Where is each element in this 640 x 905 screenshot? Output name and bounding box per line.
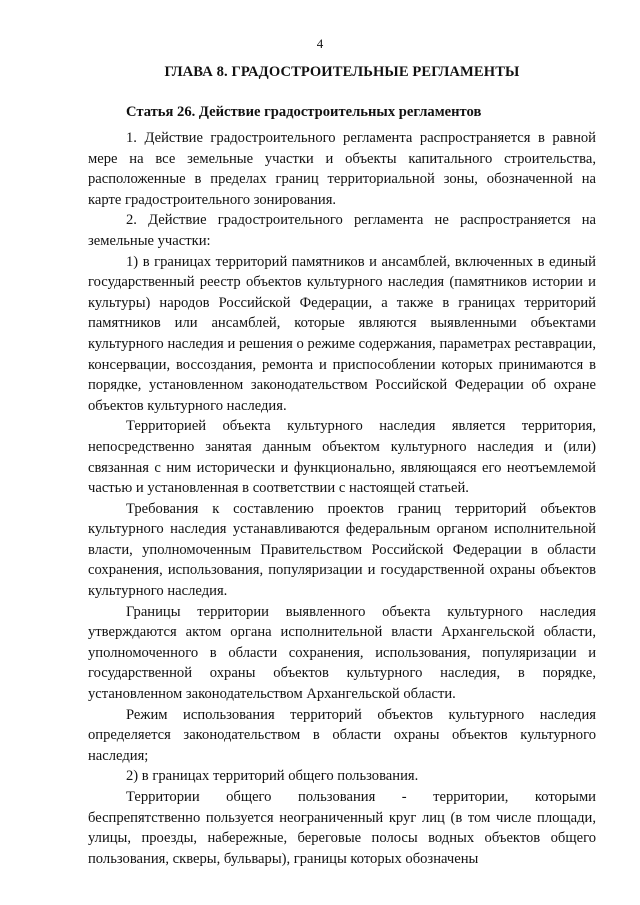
paragraph: Территорией объекта культурного наследия является территория, непосредственно занятая данным объектом культурного наследия и (или) связанная с ним исторически и функционально, являющаяся его неотъемлемой частью и установленная в соответствии с настоящей статьей.: [88, 418, 596, 497]
paragraph: 1) в границах территорий памятников и ансамблей, включенных в единый государственный реестр объектов культурного наследия (памятников истории и культуры) народов Российской Федерации, а также в границах территорий памятников или ансамблей, которые являются выявленными объектами культурного наследия и решения о режиме содержания, параметрах реставрации, консервации, воссоздания, ремонта и приспособлении которых принимаются в порядке, установленном законодательством Российской Федерации об охране объектов культурного наследия.: [88, 253, 596, 414]
article-body: [88, 128, 596, 869]
paragraph: 2) в границах территорий общего пользования.: [126, 768, 419, 785]
paragraph: Территории общего пользования - территории, которыми беспрепятственно пользуется неограниченный круг лиц (в том числе площади, улицы, проезды, набережные, береговые полосы водных объектов общего пользования, скверы, бульвары), границы которых обозначены: [88, 789, 596, 867]
paragraph: Режим использования территорий объектов культурного наследия определяется законодательством в области охраны объектов культурного наследия;: [88, 706, 596, 764]
page-number: 4: [316, 36, 324, 51]
paragraph: 1. Действие градостроительного регламента распространяется в равной мере на все земельные участки и объекты капитального строительства, расположенные в пределах границ территориальной зоны, обозначенной на карте градостроительного зонирования.: [88, 130, 596, 208]
chapter-title: ГЛАВА 8. ГРАДОСТРОИТЕЛЬНЫЕ РЕГЛАМЕНТЫ: [164, 64, 520, 80]
paragraph: Требования к составлению проектов границ территорий объектов культурного наследия устанавливаются федеральным органом исполнительной власти, уполномоченным Правительством Российской Федерации в области сохранения, использования, популяризации и государственной охраны объектов культурного наследия.: [88, 500, 596, 600]
article-title: Статья 26. Действие градостроительных регламентов: [126, 104, 482, 120]
paragraph: 2. Действие градостроительного регламента не распространяется на земельные участки:: [88, 212, 596, 249]
paragraph: Границы территории выявленного объекта культурного наследия утверждаются актом органа исполнительной власти Архангельской области, уполномоченного в области сохранения, использования, популяризации и государственной охраны объектов культурного наследия, в порядке, установленном законодательством Архангельской области.: [88, 603, 596, 703]
